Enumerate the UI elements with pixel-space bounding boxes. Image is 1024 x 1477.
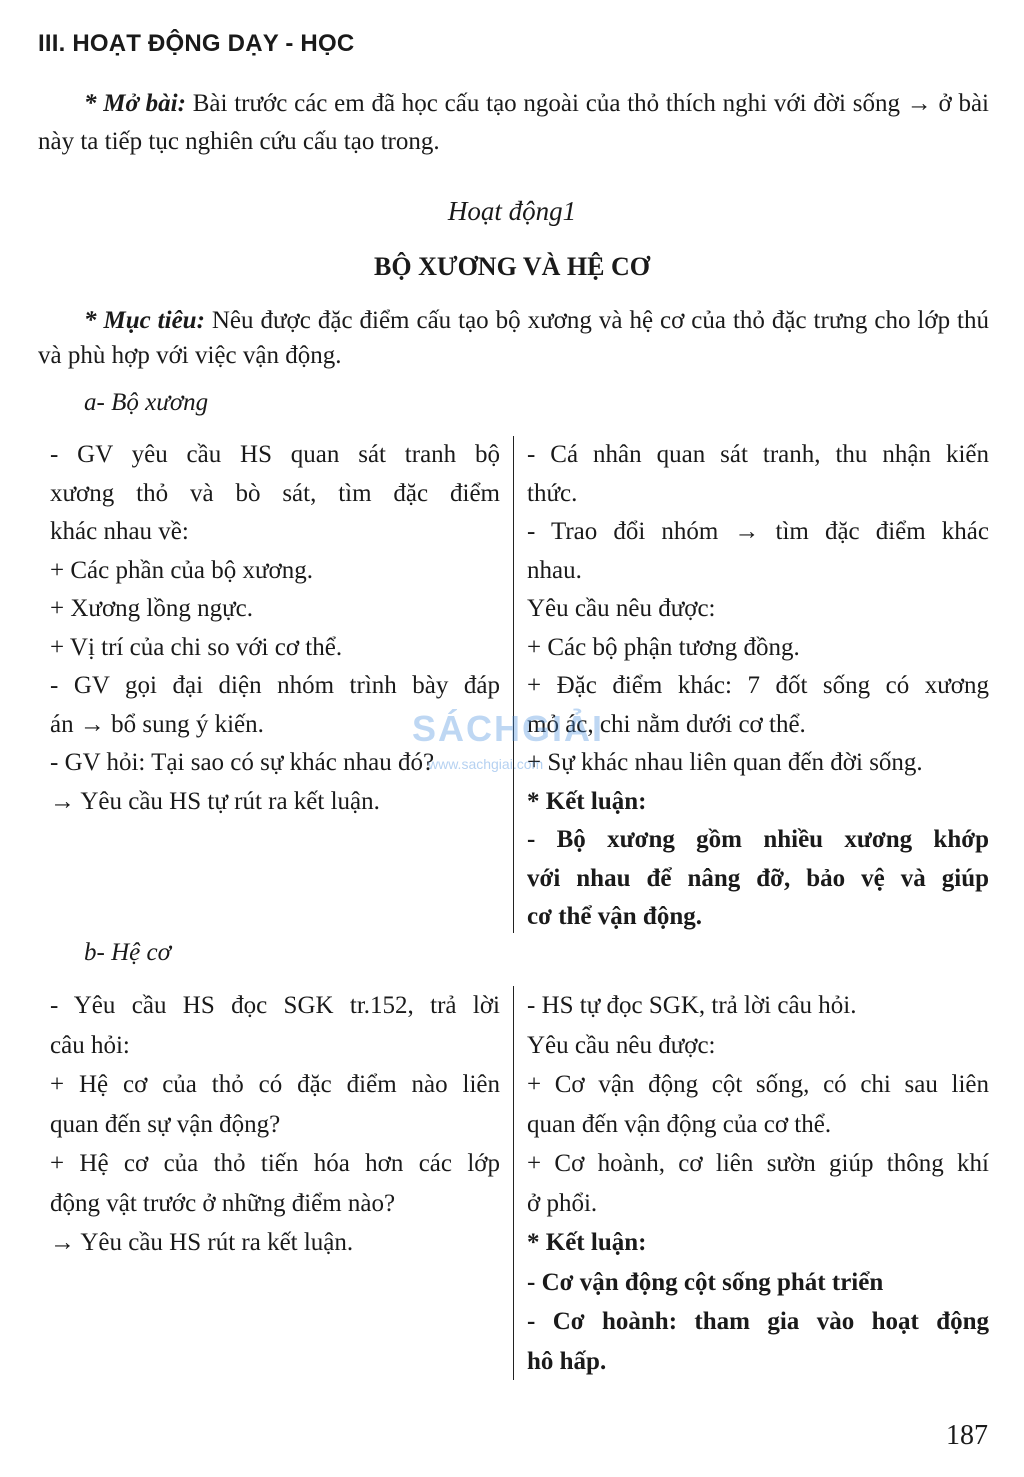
page-number: 187 [946, 1420, 988, 1451]
intro-text: Bài trước các em đã học cấu tạo ngoài của thỏ thích nghi với đời sống → ở bài này ta tiếp tục nghiên cứu cấu tạo trong. [38, 90, 989, 155]
student-line: + Các bộ phận tương đồng. [527, 633, 800, 661]
conclusion-line: với nhau để nâng đỡ, bảo vệ và giúp [527, 864, 989, 892]
teacher-line: - Yêu cầu HS đọc SGK tr.152, trả lời [50, 992, 500, 1019]
student-line: thức. [527, 479, 578, 507]
student-line: + Cơ vận động cột sống, có chi sau liên [527, 1071, 989, 1098]
objective-label: * Mục tiêu: [84, 307, 205, 334]
activity-title: BỘ XƯƠNG VÀ HỆ CƠ [374, 252, 650, 281]
student-line: + Đặc điểm khác: 7 đốt sống có xương [527, 672, 989, 699]
student-line: mỏ ác, chi nằm dưới cơ thể. [527, 710, 806, 738]
teacher-line: + Hệ cơ của thỏ tiến hóa hơn các lớp [50, 1150, 500, 1177]
conclusion-line: cơ thể vận động. [527, 903, 702, 930]
intro-paragraph [38, 85, 989, 161]
teacher-line: + Hệ cơ của thỏ có đặc điểm nào liên [50, 1071, 500, 1098]
section-heading: III. HOẠT ĐỘNG DẠY - HỌC [38, 30, 355, 57]
student-column [527, 436, 989, 937]
student-line: quan đến vận động của cơ thể. [527, 1110, 832, 1138]
student-line: - HS tự đọc SGK, trả lời câu hỏi. [527, 992, 857, 1019]
teacher-column [50, 436, 500, 821]
table-divider [513, 436, 514, 933]
objective-text: Nêu được đặc điểm cấu tạo bộ xương và hệ cơ của thỏ đặc trưng cho lớp thú và phù hợp với việc vận động. [38, 307, 989, 369]
teacher-line: - GV yêu cầu HS quan sát tranh bộ [50, 441, 500, 468]
conclusion-line: - Bộ xương gồm nhiều xương khớp [527, 826, 989, 853]
student-column [527, 986, 989, 1381]
watermark-url: www.sachgiai.com [428, 756, 544, 772]
student-line: Yêu cầu nêu được: [527, 595, 716, 622]
conclusion-label: * Kết luận: [527, 787, 647, 815]
teacher-line: - GV gọi đại diện nhóm trình bày đáp [50, 672, 500, 699]
conclusion-line: - Cơ vận động cột sống phát triển [527, 1268, 884, 1296]
student-line: ở phổi. [527, 1189, 598, 1217]
teacher-line: khác nhau về: [50, 518, 189, 545]
student-line: - Cá nhân quan sát tranh, thu nhận kiến [527, 441, 989, 468]
activity-label: Hoạt động1 [447, 196, 577, 226]
teacher-line: → Yêu cầu HS rút ra kết luận. [50, 1229, 354, 1256]
conclusion-line: hô hấp. [527, 1347, 607, 1375]
conclusion-line: - Cơ hoành: tham gia vào hoạt động [527, 1308, 989, 1335]
objective-paragraph [38, 303, 989, 373]
teacher-line: → Yêu cầu HS tự rút ra kết luận. [50, 787, 380, 815]
teacher-line: động vật trước ở những điểm nào? [50, 1189, 396, 1217]
teacher-line: xương thỏ và bò sát, tìm đặc điểm [50, 479, 500, 507]
teacher-line: câu hỏi: [50, 1031, 130, 1059]
teacher-line: - GV hỏi: Tại sao có sự khác nhau đó? [50, 749, 435, 776]
muscle-table [50, 986, 989, 1380]
student-line: Yêu cầu nêu được: [527, 1031, 716, 1059]
student-line: - Trao đổi nhóm → tìm đặc điểm khác [527, 518, 989, 545]
student-line: + Cơ hoành, cơ liên sườn giúp thông khí [527, 1150, 989, 1177]
teacher-line: + Các phần của bộ xương. [50, 556, 314, 584]
subheading-muscle: b- Hệ cơ [84, 939, 171, 966]
intro-label: * Mở bài: [84, 90, 186, 117]
watermark-logo-text: SÁCHGIẢI [412, 708, 605, 749]
student-line: nhau. [527, 556, 582, 584]
table-divider [513, 986, 514, 1380]
teacher-line: quan đến sự vận động? [50, 1110, 281, 1138]
conclusion-label: * Kết luận: [527, 1229, 647, 1256]
teacher-line: + Vị trí của chi so với cơ thể. [50, 633, 343, 661]
student-line: + Sự khác nhau liên quan đến đời sống. [527, 749, 923, 776]
teacher-line: + Xương lồng ngực. [50, 595, 254, 622]
teacher-column [50, 986, 500, 1263]
subheading-skeleton: a- Bộ xương [84, 389, 209, 416]
teacher-line: án → bổ sung ý kiến. [50, 710, 264, 738]
skeleton-table [50, 436, 989, 933]
